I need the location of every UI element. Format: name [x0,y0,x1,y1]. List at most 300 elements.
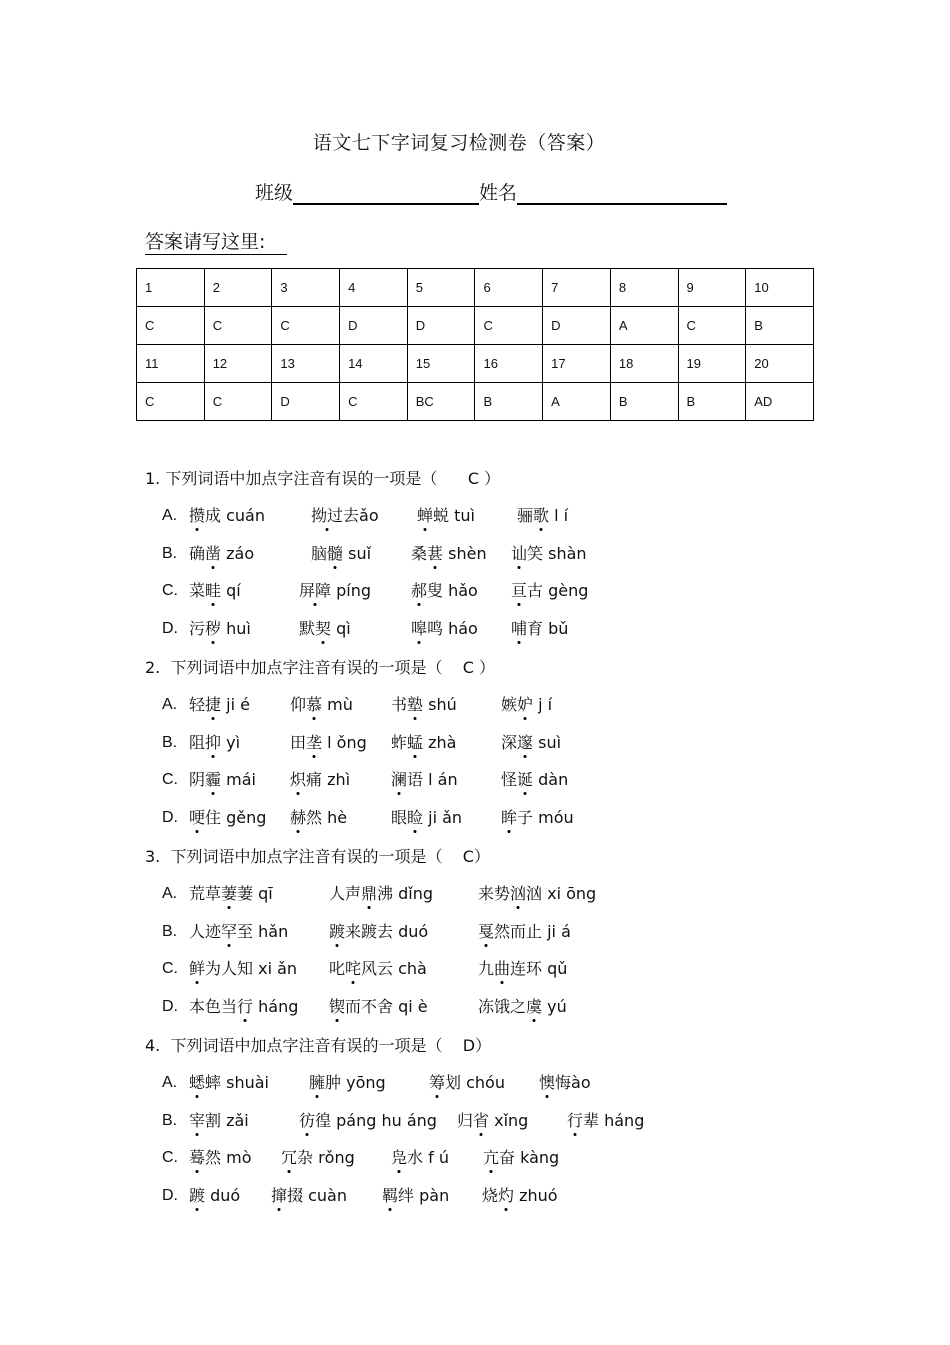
dotted-char: 攒 [189,506,206,525]
table-cell: 5 [407,269,475,307]
dotted-char: 踱 [189,1185,206,1205]
dotted-char: 霾 [205,770,222,789]
word-item [329,913,478,951]
dotted-char: 歌 [533,506,550,525]
option-letter: C. [162,771,178,788]
word-item [299,610,411,648]
option-letter: C. [162,1149,178,1166]
dotted-char: 行 [237,996,254,1016]
dotted-char: 哺 [511,618,528,638]
word-suffix: xǐng [489,1110,529,1130]
dotted-char: 眸 [501,807,518,827]
word-item [189,1177,271,1215]
word-item [411,610,511,648]
word-suffix: 叟 hǎo [427,581,478,600]
dotted-char: 凿 [205,543,222,563]
word-item [311,497,417,535]
word-item [271,1177,382,1215]
word-item [511,572,611,610]
table-row [137,307,814,345]
word-item [290,799,391,837]
option-row [145,572,905,610]
word-prefix: 荒草 [189,884,222,903]
table-cell: BC [407,383,475,421]
dotted-char: 讪 [511,543,528,563]
word-suffix: mù [322,695,353,714]
word-item [501,799,601,837]
table-cell: 4 [340,269,408,307]
word-prefix: 拗 [311,506,328,525]
table-cell: 8 [610,269,678,307]
word-suffix: 杂 rǒng [297,1148,355,1167]
word-suffix: 笑 shàn [527,543,587,563]
dotted-char: 妒 [517,695,534,714]
word-suffix: zhà [423,732,457,752]
dotted-char: 筹 [429,1073,446,1092]
word-item [478,950,638,988]
table-cell: C [678,307,746,345]
word-item [290,686,391,724]
word-suffix: 汹 xi ōng [526,884,597,903]
word-suffix: 来踱去 duó [345,921,429,941]
table-cell: D [407,307,475,345]
name-label: 姓名 [479,182,518,204]
word-item [539,1064,639,1102]
table-cell: B [678,383,746,421]
word-item [517,497,617,535]
dotted-char: 蓦 [189,1148,206,1167]
word-prefix: 阻 [189,732,206,752]
word-suffix: 肿 yōng [325,1073,386,1092]
word-item [391,799,501,837]
word-prefix: 烧 [482,1185,499,1205]
word-suffix: 然而止 ji á [494,921,571,941]
word-suffix: 奋 kàng [499,1148,560,1167]
word-item [478,988,638,1026]
dotted-char: 塾 [407,695,424,714]
option-letter: A. [162,1074,178,1091]
word-item [189,535,311,573]
word-suffix: duó [205,1185,241,1205]
word-prefix: 深 [501,732,518,752]
word-suffix: 为人知 xi ǎn [205,959,298,978]
word-prefix: 蚱 [391,732,408,752]
dotted-char: 汹 [510,884,527,903]
dotted-char: 冗 [281,1148,298,1167]
dotted-char: 亢 [483,1148,500,1167]
question [145,649,905,836]
option-row [145,1139,905,1177]
option-letter: D. [162,808,178,826]
dotted-char: 锲 [329,996,346,1016]
option-row [145,724,905,762]
table-cell: 11 [137,345,205,383]
word-suffix: 沸 dǐng [377,884,434,903]
word-suffix: 子 móu [517,807,574,827]
word-suffix: 萋 qī [237,884,273,903]
dotted-char: 捷 [205,695,222,714]
word-suffix: 育 bǔ [527,618,569,638]
word-item [417,497,517,535]
word-suffix: j í [533,695,553,714]
word-suffix: 然 hè [306,807,348,827]
word-prefix: 轻 [189,695,206,714]
word-prefix: 本色当 [189,996,238,1016]
option-row [145,686,905,724]
option-row [145,610,905,648]
option-letter: B. [162,733,178,751]
table-cell: 7 [543,269,611,307]
option-letter: D. [162,619,178,637]
answer-table [136,268,814,421]
table-cell: D [272,383,340,421]
table-cell: 12 [204,345,272,383]
option-row [145,1102,905,1140]
table-cell: B [475,383,543,421]
word-prefix: 归 [457,1110,474,1130]
word-item [457,1102,567,1140]
student-info-line [255,178,727,205]
question [145,1027,905,1214]
word-suffix: háng [253,996,299,1016]
word-prefix: 阴 [189,770,206,789]
word-prefix: 怪 [501,770,518,789]
class-blank[interactable] [293,181,479,205]
question-stem: 3. 下列词语中加点字注音有误的一项是（ C） [145,847,490,866]
word-item [329,950,478,988]
word-prefix: 人声 [329,884,362,903]
dotted-char: 虞 [526,996,543,1016]
word-prefix: 书 [391,695,408,714]
word-suffix: 连环 qǔ [510,959,568,978]
dotted-char: 秽 [205,618,222,638]
dotted-char: 行 [567,1110,584,1130]
word-prefix: 骊 [517,506,534,525]
option-row [145,761,905,799]
table-row [137,345,814,383]
table-cell: 14 [340,345,408,383]
word-prefix: 来势 [478,884,511,903]
word-suffix: 语 l án [407,770,458,789]
option-row [145,988,905,1026]
word-suffix: 割 zǎi [205,1110,249,1130]
table-cell: 1 [137,269,205,307]
word-prefix: 人迹 [189,921,222,941]
dotted-char: 鲜 [189,959,206,978]
word-item [189,686,290,724]
word-item [501,686,601,724]
word-prefix: 污 [189,618,206,638]
word-suffix: 水 f ú [407,1148,449,1167]
word-item [189,724,290,762]
name-blank[interactable] [517,181,727,205]
word-item [189,1064,309,1102]
word-item [311,535,411,573]
word-item [478,913,638,951]
word-item [391,1139,483,1177]
word-item [391,686,501,724]
word-item [309,1064,429,1102]
dotted-char: 咤 [345,959,362,978]
dotted-char: 懊 [539,1073,556,1092]
option-row [145,1177,905,1215]
word-suffix: 古 gèng [527,581,589,600]
word-item [189,913,329,951]
table-cell: C [340,383,408,421]
dotted-char: 葚 [427,543,444,563]
dotted-char: 澜 [391,770,408,789]
table-row [137,269,814,307]
word-suffix: 至 hǎn [237,921,289,941]
dotted-char: 哽 [189,807,206,827]
word-suffix: 徨 páng hu áng [315,1110,437,1130]
dotted-char: 省 [473,1110,490,1130]
option-letter: B. [162,922,178,940]
dotted-char: 蝉 [417,506,434,525]
table-cell: 3 [272,269,340,307]
option-row [145,799,905,837]
option-letter: C. [162,960,178,977]
table-cell: 18 [610,345,678,383]
word-item [189,497,311,535]
table-cell: A [610,307,678,345]
word-item [483,1139,583,1177]
option-letter: B. [162,544,178,562]
word-item [189,610,299,648]
word-suffix: huì [221,618,251,638]
option-letter: B. [162,1111,178,1129]
dotted-char: 慕 [306,695,323,714]
word-item [189,761,290,799]
word-prefix: 冻饿之 [478,996,527,1016]
table-cell: C [475,307,543,345]
word-item [511,535,611,573]
word-suffix: 成 cuán [205,506,265,525]
word-item [329,988,478,1026]
dotted-char: 凫 [391,1148,408,1167]
word-item [189,988,329,1026]
word-suffix: 风云 chà [361,959,427,978]
word-prefix: 桑 [411,543,428,563]
dotted-char: 宰 [189,1110,206,1130]
dotted-char: 睑 [407,807,424,827]
table-cell: B [746,307,814,345]
table-cell: 6 [475,269,543,307]
word-prefix: 确 [189,543,206,563]
table-cell: C [137,383,205,421]
word-suffix: záo [221,543,255,563]
word-item [411,535,511,573]
option-row [145,875,905,913]
table-cell: 16 [475,345,543,383]
question-stem: 2. 下列词语中加点字注音有误的一项是（ C ） [145,658,496,677]
word-prefix: 嫉 [501,695,518,714]
word-suffix: 然 mò [205,1148,252,1167]
dotted-char: 炽 [290,770,307,789]
word-item [482,1177,582,1215]
word-suffix: 划 chóu [445,1073,505,1092]
word-suffix: 蜕 tuì [433,506,475,525]
word-prefix: 菜 [189,581,206,600]
option-row [145,1064,905,1102]
dotted-char: 鼎 [361,884,378,903]
word-item [189,572,299,610]
dotted-char: 曲 [494,959,511,978]
option-letter: A. [162,507,178,524]
dotted-char: 萋 [221,884,238,903]
table-cell: D [543,307,611,345]
word-suffix: 蟀 shuài [205,1073,269,1092]
word-suffix: suǐ [343,543,372,563]
word-suffix: mái [221,770,256,789]
dotted-char: 彷 [299,1110,316,1130]
dotted-char: 嗥 [411,618,428,638]
dotted-char: 郝 [411,581,428,600]
word-item [411,572,511,610]
word-prefix: 叱 [329,959,346,978]
option-letter: A. [162,885,178,902]
dotted-char: 畦 [205,581,222,600]
word-suffix: 障 píng [315,581,372,600]
word-suffix: 鸣 háo [427,618,478,638]
word-suffix: 过去ǎo [327,506,379,525]
dotted-char: 戛 [478,921,495,941]
word-prefix: 仰 [290,695,307,714]
word-item [382,1177,482,1215]
word-suffix: zhuó [514,1185,558,1205]
dotted-char: 踱 [329,921,346,941]
dotted-char: 羁 [382,1185,399,1205]
table-cell: D [340,307,408,345]
dotted-char: 蟋 [189,1073,206,1092]
word-item [329,875,478,913]
word-suffix: ji ǎn [423,807,463,827]
dotted-char: 赫 [290,807,307,827]
dotted-char: 臃 [309,1073,326,1092]
word-item [511,610,611,648]
table-cell: 9 [678,269,746,307]
word-suffix: qì [331,618,351,638]
word-item [290,761,391,799]
word-suffix: ji é [221,695,250,714]
word-suffix: 辈 háng [583,1110,645,1130]
dotted-char: 契 [315,618,332,638]
option-row [145,535,905,573]
word-item [567,1102,667,1140]
questions-section [145,460,905,1216]
word-prefix: 屏 [299,581,316,600]
option-row [145,913,905,951]
word-suffix: suì [533,732,562,752]
dotted-char: 抑 [205,732,222,752]
question [145,838,905,1025]
table-cell: B [610,383,678,421]
option-letter: C. [162,582,178,599]
dotted-char: 罕 [221,921,238,941]
dotted-char: 垄 [306,732,323,752]
table-cell: 17 [543,345,611,383]
option-row [145,950,905,988]
question [145,460,905,647]
word-prefix: 九 [478,959,495,978]
word-suffix: l ǒng [322,732,367,752]
option-letter: D. [162,997,178,1015]
word-suffix: qí [221,581,241,600]
word-suffix: l í [549,506,569,525]
word-item [478,875,638,913]
dotted-char: 灼 [498,1185,515,1205]
word-suffix: 悔ào [555,1073,591,1092]
word-suffix: 而不舍 qi è [345,996,428,1016]
word-prefix: 脑 [311,543,328,563]
class-label: 班级 [255,182,294,204]
word-suffix: yì [221,732,241,752]
table-cell: C [137,307,205,345]
word-suffix: shú [423,695,457,714]
option-letter: A. [162,696,178,713]
word-item [299,572,411,610]
table-cell: 2 [204,269,272,307]
dotted-char: 撺 [271,1185,288,1205]
word-item [189,950,329,988]
word-item [189,875,329,913]
table-cell: C [204,383,272,421]
page-title: 语文七下字词复习检测卷（答案） [312,132,606,154]
word-item [290,724,391,762]
word-suffix: 绊 pàn [398,1185,450,1205]
option-letter: D. [162,1186,178,1204]
word-item [299,1102,457,1140]
table-cell: C [272,307,340,345]
word-suffix: shèn [443,543,487,563]
word-suffix: dàn [533,770,569,789]
option-row [145,497,905,535]
table-cell: 15 [407,345,475,383]
word-item [281,1139,391,1177]
word-item [501,761,601,799]
table-cell: A [543,383,611,421]
word-prefix: 田 [290,732,307,752]
word-item [189,1102,299,1140]
table-cell: C [204,307,272,345]
word-suffix: yú [542,996,567,1016]
question-stem: 1. 下列词语中加点字注音有误的一项是（ C ） [145,469,501,488]
word-suffix: 痛 zhì [306,770,351,789]
dotted-char: 邃 [517,732,534,752]
dotted-char: 亘 [511,581,528,600]
table-cell: 20 [746,345,814,383]
word-item [391,761,501,799]
word-prefix: 眼 [391,807,408,827]
dotted-char: 蜢 [407,732,424,752]
dotted-char: 髓 [327,543,344,563]
table-cell: 19 [678,345,746,383]
table-cell: 13 [272,345,340,383]
word-suffix: 掇 cuàn [287,1185,347,1205]
table-row [137,383,814,421]
word-item [189,799,290,837]
dotted-char: 诞 [517,770,534,789]
word-prefix: 默 [299,618,316,638]
word-suffix: 住 gěng [205,807,267,827]
word-item [501,724,601,762]
word-item [189,1139,281,1177]
word-item [391,724,501,762]
word-item [429,1064,539,1102]
answer-hint: 答案请写这里: [145,230,287,255]
table-cell: 10 [746,269,814,307]
table-cell: AD [746,383,814,421]
